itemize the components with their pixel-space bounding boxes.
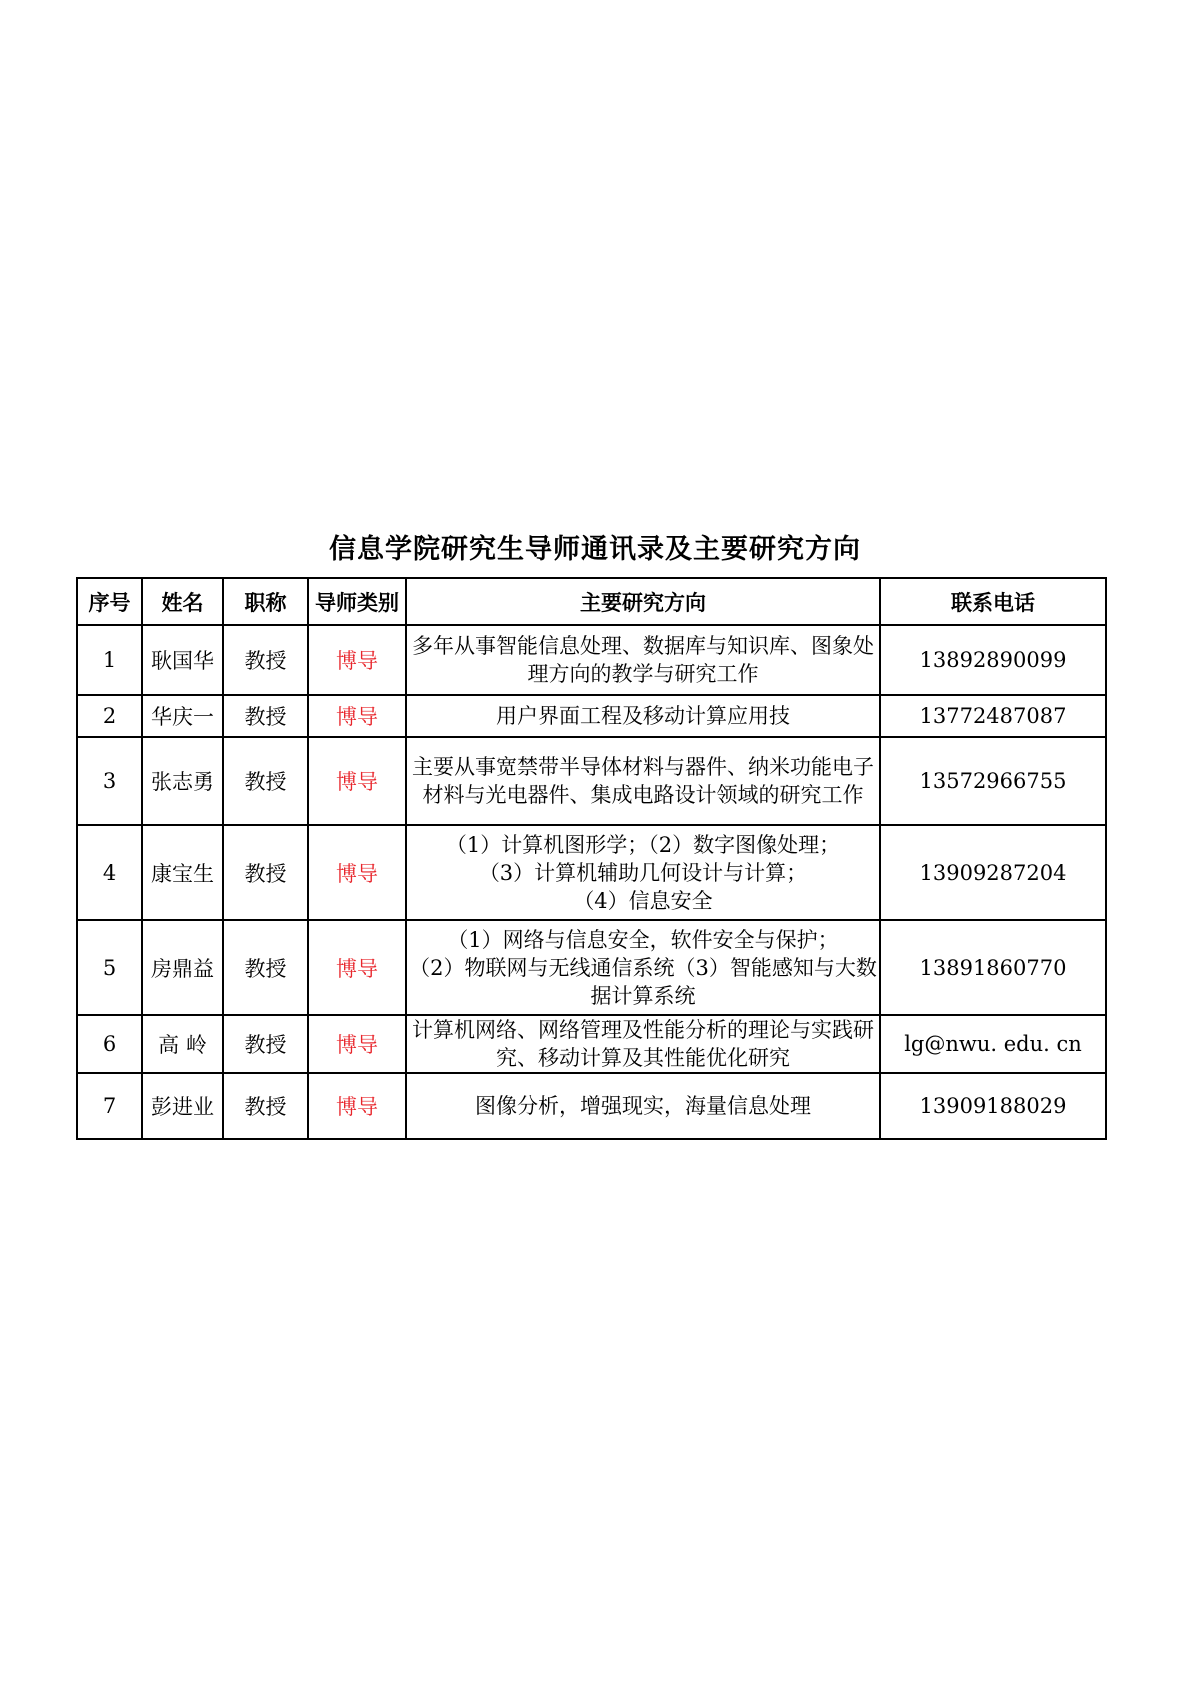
cell-category: 博导 — [308, 920, 406, 1015]
cell-seq: 3 — [77, 737, 142, 825]
header-rank: 职称 — [223, 578, 308, 625]
cell-seq: 4 — [77, 825, 142, 920]
cell-seq: 2 — [77, 695, 142, 737]
cell-name: 张志勇 — [142, 737, 223, 825]
cell-category: 博导 — [308, 1073, 406, 1139]
cell-rank: 教授 — [223, 825, 308, 920]
page-title: 信息学院研究生导师通讯录及主要研究方向 — [329, 534, 861, 565]
table-row — [77, 737, 1106, 825]
cell-seq: 6 — [77, 1015, 142, 1073]
cell-rank: 教授 — [223, 625, 308, 695]
header-name: 姓名 — [142, 578, 223, 625]
header-seq: 序号 — [77, 578, 142, 625]
cell-research: （1）网络与信息安全，软件安全与保护； （2）物联网与无线通信系统（3）智能感知与大数据计算系统 — [406, 920, 880, 1015]
cell-category: 博导 — [308, 825, 406, 920]
cell-category: 博导 — [308, 737, 406, 825]
header-research: 主要研究方向 — [406, 578, 880, 625]
table-row — [77, 1073, 1106, 1139]
cell-research: 计算机网络、网络管理及性能分析的理论与实践研究、移动计算及其性能优化研究 — [406, 1015, 880, 1073]
cell-seq: 7 — [77, 1073, 142, 1139]
cell-seq: 5 — [77, 920, 142, 1015]
cell-research: 主要从事宽禁带半导体材料与器件、纳米功能电子材料与光电器件、集成电路设计领域的研究工作 — [406, 737, 880, 825]
header-phone: 联系电话 — [880, 578, 1106, 625]
cell-rank: 教授 — [223, 920, 308, 1015]
cell-phone: 13892890099 — [880, 625, 1106, 695]
cell-category: 博导 — [308, 695, 406, 737]
table-body — [77, 625, 1106, 1139]
cell-phone: 13772487087 — [880, 695, 1106, 737]
cell-name: 华庆一 — [142, 695, 223, 737]
cell-name: 耿国华 — [142, 625, 223, 695]
table-row — [77, 695, 1106, 737]
cell-phone: 13909188029 — [880, 1073, 1106, 1139]
cell-seq: 1 — [77, 625, 142, 695]
cell-category: 博导 — [308, 1015, 406, 1073]
table-row — [77, 1015, 1106, 1073]
advisor-directory-table — [76, 577, 1107, 1140]
cell-research: （1）计算机图形学；（2）数字图像处理； （3）计算机辅助几何设计与计算； （4）信息安全 — [406, 825, 880, 920]
cell-category: 博导 — [308, 625, 406, 695]
cell-name: 康宝生 — [142, 825, 223, 920]
cell-phone: 13891860770 — [880, 920, 1106, 1015]
table-row — [77, 625, 1106, 695]
cell-name: 彭进业 — [142, 1073, 223, 1139]
cell-name: 高 岭 — [142, 1015, 223, 1073]
cell-rank: 教授 — [223, 1015, 308, 1073]
cell-rank: 教授 — [223, 737, 308, 825]
cell-phone: lg@nwu. edu. cn — [880, 1015, 1106, 1073]
cell-research: 用户界面工程及移动计算应用技 — [406, 695, 880, 737]
cell-rank: 教授 — [223, 695, 308, 737]
table-row — [77, 825, 1106, 920]
cell-name: 房鼎益 — [142, 920, 223, 1015]
table-header-row — [77, 578, 1106, 625]
table-row — [77, 920, 1106, 1015]
cell-phone: 13909287204 — [880, 825, 1106, 920]
cell-rank: 教授 — [223, 1073, 308, 1139]
cell-research: 多年从事智能信息处理、数据库与知识库、图象处理方向的教学与研究工作 — [406, 625, 880, 695]
cell-research: 图像分析，增强现实，海量信息处理 — [406, 1073, 880, 1139]
header-category: 导师类别 — [308, 578, 406, 625]
cell-phone: 13572966755 — [880, 737, 1106, 825]
